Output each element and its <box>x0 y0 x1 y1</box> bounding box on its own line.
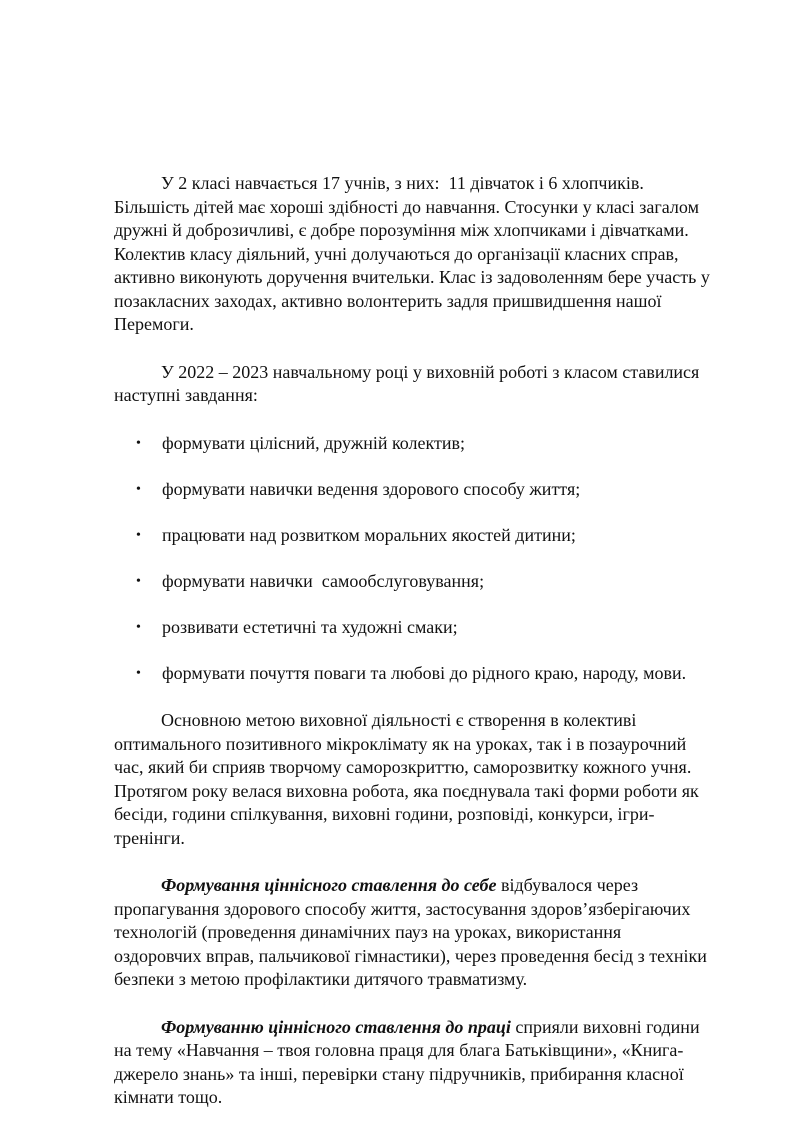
paragraph-tasks-intro <box>114 361 754 408</box>
list-item <box>114 570 754 594</box>
tasks-list <box>114 432 754 686</box>
bullet-icon: • <box>136 619 141 635</box>
list-item <box>114 524 754 548</box>
bullet-icon: • <box>136 527 141 543</box>
paragraph-main-goal <box>114 709 754 850</box>
text-line: У 2022 – 2023 навчальному році у виховній роботі з класом ставилися <box>161 361 700 382</box>
text-line: Колектив класу діяльний, учні долучаються до організації класних справ, <box>114 243 679 264</box>
text-line: тренінги. <box>114 827 185 848</box>
text-line: пропагування здорового способу життя, застосування здоров’язберігаючих <box>114 898 691 919</box>
text-line: позакласних заходах, активно волонтерить задля пришвидшення нашої <box>114 290 662 311</box>
text-line: на тему «Навчання – твоя головна праця для блага Батьківщини», «Книга- <box>114 1040 684 1060</box>
text-line: джерело знань» та інші, перевірки стану підручників, прибирання класної <box>114 1063 684 1084</box>
text-line: технологій (проведення динамічних пауз на уроках, використання <box>114 922 622 942</box>
text-line: У 2 класі навчається 17 учнів, з них: 11 дівчаток і 6 хлопчиків. <box>161 173 644 193</box>
text-line: Основною метою виховної діяльності є створення в колективі <box>161 710 637 730</box>
text-fragment: сприяли виховні години <box>510 1016 700 1037</box>
paragraph-work-attitude <box>114 1016 754 1110</box>
list-item-text: розвивати естетичні та художні смаки; <box>162 616 458 637</box>
text-line: Більшість дітей має хороші здібності до навчання. Стосунки у класі загалом <box>114 196 699 217</box>
text-line: Перемоги. <box>114 314 194 334</box>
text-line: активно виконують доручення вчительки. Клас із задоволенням бере участь у <box>114 267 710 287</box>
bullet-icon: • <box>136 665 141 681</box>
document-page <box>114 172 754 1110</box>
text-line: оптимального позитивного мікроклімату як на уроках, так і в позаурочний <box>114 733 687 754</box>
emphasis-heading: Формуванню ціннісного ставлення до праці <box>161 1016 511 1037</box>
text-line: дружні й доброзичливі, є добре порозуміння між хлопчиками і дівчатками. <box>114 220 689 240</box>
list-item-text: формувати почуття поваги та любові до рідного краю, народу, мови. <box>162 662 687 683</box>
text-line: наступні завдання: <box>114 385 258 405</box>
list-item-text: формувати навички самообслуговування; <box>162 570 485 591</box>
text-line: Протягом року велася виховна робота, яка поєднувала такі форми роботи як <box>114 780 699 801</box>
paragraph-class-overview <box>114 172 754 337</box>
bullet-icon: • <box>136 481 141 497</box>
text-line <box>114 1016 754 1040</box>
paragraph-self-attitude <box>114 874 754 992</box>
text-line: кімнати тощо. <box>114 1087 223 1107</box>
list-item <box>114 662 754 686</box>
emphasis-heading: Формування ціннісного ставлення до себе <box>161 875 497 895</box>
text-line: оздоровчих вправ, пальчикової гімнастики), через проведення бесід з техніки <box>114 945 707 966</box>
list-item-text: формувати навички ведення здорового способу життя; <box>162 478 581 499</box>
list-item-text: працювати над розвитком моральних якостей дитини; <box>162 524 576 545</box>
text-line <box>114 874 754 898</box>
list-item <box>114 478 754 502</box>
text-line: час, який би сприяв творчому саморозкриттю, саморозвитку кожного учня. <box>114 757 692 777</box>
bullet-icon: • <box>136 435 141 451</box>
text-line: бесіди, години спілкування, виховні години, розповіді, конкурси, ігри- <box>114 804 655 824</box>
list-item-text: формувати цілісний, дружній колектив; <box>162 432 466 453</box>
list-item <box>114 616 754 640</box>
text-fragment: відбувалося через <box>496 875 639 895</box>
bullet-icon: • <box>136 573 141 589</box>
text-line: безпеки з метою профілактики дитячого травматизму. <box>114 969 528 989</box>
list-item <box>114 432 754 456</box>
